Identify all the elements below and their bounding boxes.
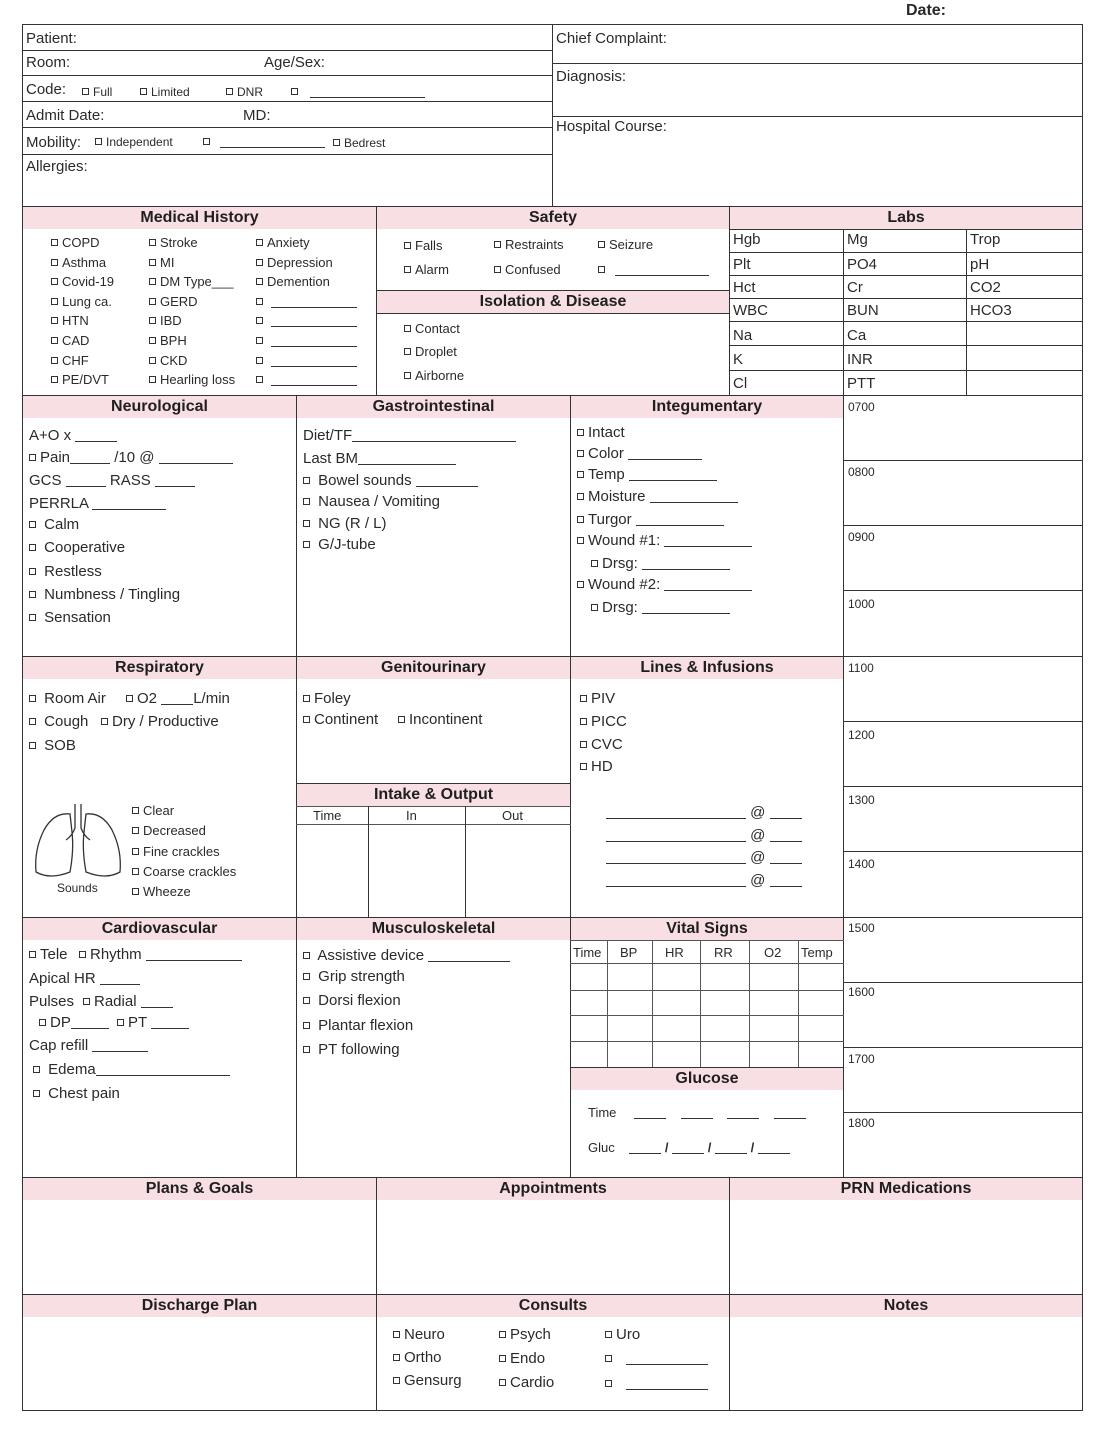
lab-cr: Cr — [847, 279, 863, 296]
neuro-numbness[interactable]: Numbness / Tingling — [29, 586, 180, 604]
mh-gerd[interactable]: GERD — [149, 293, 198, 311]
checkbox-icon — [51, 357, 58, 364]
neuro-header: Neurological — [23, 396, 296, 418]
safety-header: Safety — [377, 207, 729, 229]
checkbox-icon — [126, 695, 133, 702]
isolation-droplet[interactable]: Droplet — [404, 343, 457, 361]
checkbox-icon — [51, 298, 58, 305]
safety-falls[interactable]: Falls — [404, 237, 442, 255]
checkbox-icon — [577, 450, 584, 457]
checkbox-icon — [577, 516, 584, 523]
checkbox-icon — [404, 325, 411, 332]
checkbox-icon — [29, 614, 36, 621]
checkbox-icon — [29, 695, 36, 702]
mobility-label: Mobility: — [26, 134, 82, 151]
hour-1500: 1500 — [848, 921, 875, 935]
mh-hearing-loss[interactable]: Hearling loss — [149, 371, 235, 389]
checkbox-icon — [132, 868, 139, 875]
code-label: Code: — [26, 81, 67, 98]
integ-header: Integumentary — [571, 396, 843, 418]
checkbox-icon — [149, 337, 156, 344]
lab-mg: Mg — [847, 231, 868, 248]
mh-chf[interactable]: CHF — [51, 352, 89, 370]
checkbox-icon — [51, 376, 58, 383]
mobility-other[interactable] — [203, 133, 325, 151]
checkbox-icon — [303, 498, 310, 505]
checkbox-icon — [577, 537, 584, 544]
isolation-contact[interactable]: Contact — [404, 320, 460, 338]
lab-bun: BUN — [847, 302, 879, 319]
integ-turgor[interactable]: Turgor — [577, 511, 724, 529]
mh-dm-type[interactable]: DM Type___ — [149, 273, 233, 291]
mh-htn[interactable]: HTN — [51, 312, 89, 330]
checkbox-icon — [577, 471, 584, 478]
lab-po4: PO4 — [847, 256, 878, 273]
checkbox-icon — [51, 278, 58, 285]
code-full[interactable]: Full — [82, 83, 112, 101]
safety-confused[interactable]: Confused — [494, 261, 561, 279]
infusion-line-3: @ — [606, 849, 802, 867]
code-dnr[interactable]: DNR — [226, 83, 263, 101]
msk-grip[interactable]: Grip strength — [303, 968, 405, 986]
mh-asthma[interactable]: Asthma — [51, 254, 106, 272]
checkbox-icon — [51, 239, 58, 246]
mh-covid[interactable]: Covid-19 — [51, 273, 114, 291]
allergies-label: Allergies: — [26, 158, 88, 175]
checkbox-icon — [303, 695, 310, 702]
io-col-in: In — [406, 808, 417, 823]
mh-blank-1[interactable] — [256, 293, 357, 311]
checkbox-icon — [577, 581, 584, 588]
gu-incontinent[interactable]: Incontinent — [398, 711, 482, 729]
mh-mi[interactable]: MI — [149, 254, 174, 272]
resp-sound-fine-crackles[interactable]: Fine crackles — [132, 843, 220, 861]
lab-cl: Cl — [733, 375, 748, 392]
checkbox-icon — [398, 716, 405, 723]
checkbox-icon — [499, 1355, 506, 1362]
cardio-dp[interactable]: DP — [39, 1014, 109, 1032]
lines-picc[interactable]: PICC — [580, 713, 627, 731]
checkbox-icon — [51, 259, 58, 266]
checkbox-icon — [149, 239, 156, 246]
checkbox-icon — [132, 848, 139, 855]
lab-k: K — [733, 351, 744, 368]
checkbox-icon — [303, 520, 310, 527]
checkbox-icon — [404, 266, 411, 273]
room-label: Room: — [26, 54, 71, 71]
lab-na: Na — [733, 327, 753, 344]
lab-wbc: WBC — [733, 302, 768, 319]
infusion-line-4: @ — [606, 872, 802, 890]
resp-header: Respiratory — [23, 657, 296, 679]
io-col-out: Out — [502, 808, 523, 823]
hour-0900: 0900 — [848, 530, 875, 544]
mh-blank-2[interactable] — [256, 312, 357, 330]
checkbox-icon — [303, 973, 310, 980]
cardio-header: Cardiovascular — [23, 918, 296, 940]
checkbox-icon — [29, 544, 36, 551]
hour-1600: 1600 — [848, 985, 875, 999]
cardio-tele[interactable]: Tele — [29, 946, 68, 964]
checkbox-icon — [29, 521, 36, 528]
lines-header: Lines & Infusions — [571, 657, 843, 679]
msk-pt-following[interactable]: PT following — [303, 1041, 400, 1059]
checkbox-icon — [494, 266, 501, 273]
vitals-col-rr: RR — [714, 945, 733, 960]
checkbox-icon — [132, 827, 139, 834]
neuro-gcs-rass: GCS RASS — [29, 472, 195, 490]
hour-0800: 0800 — [848, 465, 875, 479]
checkbox-icon — [494, 241, 501, 248]
gi-diet: Diet/TF — [303, 427, 516, 445]
checkbox-icon — [499, 1379, 506, 1386]
patient-label: Patient: — [26, 30, 77, 47]
age-sex-label: Age/Sex: — [264, 54, 325, 71]
mh-bph[interactable]: BPH — [149, 332, 187, 350]
lines-hd[interactable]: HD — [580, 758, 613, 776]
mh-blank-5[interactable] — [256, 371, 357, 389]
prn-header: PRN Medications — [730, 1178, 1082, 1200]
checkbox-icon — [333, 139, 340, 146]
consult-cardio[interactable]: Cardio — [499, 1374, 554, 1392]
hour-1200: 1200 — [848, 728, 875, 742]
checkbox-icon — [303, 477, 310, 484]
checkbox-icon — [33, 1090, 40, 1097]
cardio-radial[interactable]: Radial — [83, 993, 173, 1011]
checkbox-icon — [303, 541, 310, 548]
checkbox-icon — [29, 568, 36, 575]
lab-hgb: Hgb — [733, 231, 761, 248]
checkbox-icon — [149, 317, 156, 324]
safety-other[interactable] — [598, 261, 709, 279]
hour-1700: 1700 — [848, 1052, 875, 1066]
consult-other-1[interactable] — [605, 1350, 708, 1368]
safety-restraints[interactable]: Restraints — [494, 236, 564, 254]
date-label: Date: — [906, 2, 947, 19]
vitals-col-temp: Temp — [801, 945, 833, 960]
checkbox-icon — [256, 317, 263, 324]
integ-color[interactable]: Color — [577, 445, 702, 463]
checkbox-icon — [605, 1331, 612, 1338]
lines-cvc[interactable]: CVC — [580, 736, 623, 754]
gi-header: Gastrointestinal — [297, 396, 570, 418]
checkbox-icon — [29, 454, 36, 461]
lab-co2: CO2 — [970, 279, 1001, 296]
checkbox-icon — [256, 298, 263, 305]
checkbox-icon — [303, 1046, 310, 1053]
glucose-time-row: Time — [588, 1104, 806, 1122]
msk-plantar[interactable]: Plantar flexion — [303, 1017, 413, 1035]
resp-o2[interactable]: O2 L/min — [126, 690, 230, 708]
io-col-time: Time — [313, 808, 342, 823]
admit-date-label: Admit Date: — [26, 107, 105, 124]
checkbox-icon — [256, 357, 263, 364]
isolation-header: Isolation & Disease — [377, 291, 729, 313]
checkbox-icon — [149, 259, 156, 266]
checkbox-icon — [256, 239, 263, 246]
gi-nausea[interactable]: Nausea / Vomiting — [303, 493, 440, 511]
lines-piv[interactable]: PIV — [580, 690, 615, 708]
checkbox-icon — [577, 429, 584, 436]
neuro-sensation[interactable]: Sensation — [29, 609, 111, 627]
cardio-chest-pain[interactable]: Chest pain — [33, 1085, 120, 1103]
resp-sound-wheeze[interactable]: Wheeze — [132, 883, 191, 901]
cardio-rhythm[interactable]: Rhythm — [79, 946, 242, 964]
checkbox-icon — [598, 266, 605, 273]
cardio-cap-refill: Cap refill — [29, 1037, 148, 1055]
integ-drsg-1[interactable]: Drsg: — [591, 555, 730, 573]
checkbox-icon — [591, 604, 598, 611]
cardio-pt[interactable]: PT — [117, 1014, 189, 1032]
checkbox-icon — [303, 952, 310, 959]
checkbox-icon — [256, 259, 263, 266]
vitals-header: Vital Signs — [571, 918, 843, 940]
glucose-gluc-row: Gluc / / / — [588, 1139, 790, 1157]
checkbox-icon — [256, 376, 263, 383]
consults-header: Consults — [377, 1295, 729, 1317]
chief-complaint-label: Chief Complaint: — [556, 30, 667, 47]
gu-foley[interactable]: Foley — [303, 690, 351, 708]
mh-cad[interactable]: CAD — [51, 332, 89, 350]
io-header: Intake & Output — [297, 784, 570, 806]
resp-sounds-label: Sounds — [57, 881, 98, 895]
neuro-calm[interactable]: Calm — [29, 516, 79, 534]
checkbox-icon — [29, 742, 36, 749]
mobility-bedrest[interactable]: Bedrest — [333, 134, 385, 152]
notes-header: Notes — [730, 1295, 1082, 1317]
mh-pe-dvt[interactable]: PE/DVT — [51, 371, 109, 389]
consult-endo[interactable]: Endo — [499, 1350, 545, 1368]
gu-continent[interactable]: Continent — [303, 711, 378, 729]
mobility-independent[interactable]: Independent — [95, 133, 173, 151]
consult-other-2[interactable] — [605, 1375, 708, 1393]
consult-uro[interactable]: Uro — [605, 1326, 640, 1344]
gi-last-bm: Last BM — [303, 450, 456, 468]
checkbox-icon — [29, 591, 36, 598]
checkbox-icon — [303, 997, 310, 1004]
checkbox-icon — [140, 88, 147, 95]
checkbox-icon — [591, 560, 598, 567]
checkbox-icon — [580, 741, 587, 748]
mh-ibd[interactable]: IBD — [149, 312, 182, 330]
cardio-pulses: Pulses — [29, 993, 75, 1010]
checkbox-icon — [29, 951, 36, 958]
lab-inr: INR — [847, 351, 873, 368]
checkbox-icon — [95, 138, 102, 145]
cardio-edema[interactable]: Edema — [33, 1061, 230, 1079]
mh-depression[interactable]: Depression — [256, 254, 333, 272]
gi-ng[interactable]: NG (R / L) — [303, 515, 387, 533]
vitals-col-o2: O2 — [764, 945, 782, 960]
hour-1300: 1300 — [848, 793, 875, 807]
hour-1800: 1800 — [848, 1116, 875, 1130]
vitals-col-hr: HR — [665, 945, 684, 960]
labs-header: Labs — [730, 207, 1082, 229]
mh-anxiety[interactable]: Anxiety — [256, 234, 310, 252]
checkbox-icon — [393, 1354, 400, 1361]
glucose-header: Glucose — [571, 1068, 843, 1090]
md-label: MD: — [243, 107, 271, 124]
lab-hco3: HCO3 — [970, 302, 1012, 319]
consult-psych[interactable]: Psych — [499, 1326, 551, 1344]
mh-ckd[interactable]: CKD — [149, 352, 187, 370]
safety-alarm[interactable]: Alarm — [404, 261, 449, 279]
checkbox-icon — [393, 1377, 400, 1384]
checkbox-icon — [149, 278, 156, 285]
checkbox-icon — [117, 1019, 124, 1026]
neuro-perrla: PERRLA — [29, 495, 166, 513]
integ-intact[interactable]: Intact — [577, 424, 625, 442]
checkbox-icon — [33, 1066, 40, 1073]
hour-1400: 1400 — [848, 857, 875, 871]
mh-dementia[interactable]: Demention — [256, 273, 330, 291]
lab-ptt: PTT — [847, 375, 876, 392]
checkbox-icon — [149, 376, 156, 383]
checkbox-icon — [256, 337, 263, 344]
resp-dry-productive[interactable]: Dry / Productive — [101, 713, 219, 731]
checkbox-icon — [51, 337, 58, 344]
hospital-course-label: Hospital Course: — [556, 118, 667, 135]
isolation-airborne[interactable]: Airborne — [404, 367, 464, 385]
diagnosis-label: Diagnosis: — [556, 68, 627, 85]
checkbox-icon — [39, 1019, 46, 1026]
hour-0700: 0700 — [848, 400, 875, 414]
consult-gensurg[interactable]: Gensurg — [393, 1372, 462, 1390]
integ-moisture[interactable]: Moisture — [577, 488, 738, 506]
neuro-aox: A+O x — [29, 427, 117, 445]
checkbox-icon — [393, 1331, 400, 1338]
checkbox-icon — [404, 348, 411, 355]
infusion-line-2: @ — [606, 827, 802, 845]
checkbox-icon — [226, 88, 233, 95]
vitals-col-bp: BP — [620, 945, 638, 960]
checkbox-icon — [256, 278, 263, 285]
consult-ortho[interactable]: Ortho — [393, 1349, 442, 1367]
checkbox-icon — [499, 1331, 506, 1338]
lab-hct: Hct — [733, 279, 756, 296]
checkbox-icon — [605, 1380, 612, 1387]
mh-blank-3[interactable] — [256, 332, 357, 350]
integ-drsg-2[interactable]: Drsg: — [591, 599, 730, 617]
lab-plt: Plt — [733, 256, 751, 273]
resp-room-air[interactable]: Room Air — [29, 690, 106, 708]
gi-bowel-sounds[interactable]: Bowel sounds — [303, 472, 478, 490]
medical-history-header: Medical History — [23, 207, 376, 229]
neuro-pain[interactable]: Pain /10 @ — [29, 449, 233, 467]
lab-ca: Ca — [847, 327, 867, 344]
checkbox-icon — [580, 695, 587, 702]
checkbox-icon — [303, 716, 310, 723]
checkbox-icon — [149, 357, 156, 364]
hour-1100: 1100 — [848, 661, 874, 675]
checkbox-icon — [598, 241, 605, 248]
mh-blank-4[interactable] — [256, 352, 357, 370]
mh-lung-ca[interactable]: Lung ca. — [51, 293, 112, 311]
checkbox-icon — [303, 1022, 310, 1029]
checkbox-icon — [149, 298, 156, 305]
safety-seizure[interactable]: Seizure — [598, 236, 653, 254]
discharge-header: Discharge Plan — [23, 1295, 376, 1317]
mh-stroke[interactable]: Stroke — [149, 234, 198, 252]
lungs-icon — [30, 800, 126, 884]
checkbox-icon — [580, 763, 587, 770]
checkbox-icon — [51, 317, 58, 324]
checkbox-icon — [404, 242, 411, 249]
appointments-header: Appointments — [377, 1178, 729, 1200]
resp-sound-clear[interactable]: Clear — [132, 802, 174, 820]
msk-dorsi[interactable]: Dorsi flexion — [303, 992, 401, 1010]
checkbox-icon — [404, 372, 411, 379]
checkbox-icon — [132, 807, 139, 814]
msk-header: Musculoskeletal — [297, 918, 570, 940]
checkbox-icon — [203, 138, 210, 145]
checkbox-icon — [101, 718, 108, 725]
lab-ph: pH — [970, 256, 990, 273]
checkbox-icon — [580, 718, 587, 725]
code-other[interactable] — [291, 83, 425, 101]
neuro-cooperative[interactable]: Cooperative — [29, 539, 125, 557]
integ-wound-1[interactable]: Wound #1: — [577, 532, 752, 550]
integ-wound-2[interactable]: Wound #2: — [577, 576, 752, 594]
resp-sound-decreased[interactable]: Decreased — [132, 822, 206, 840]
hour-1000: 1000 — [848, 597, 875, 611]
cardio-apical: Apical HR — [29, 970, 140, 988]
checkbox-icon — [83, 998, 90, 1005]
consult-neuro[interactable]: Neuro — [393, 1326, 445, 1344]
checkbox-icon — [29, 718, 36, 725]
checkbox-icon — [291, 88, 298, 95]
resp-cough[interactable]: Cough — [29, 713, 88, 731]
checkbox-icon — [132, 888, 139, 895]
gu-header: Genitourinary — [297, 657, 570, 679]
infusion-line-1: @ — [606, 804, 802, 822]
resp-sob[interactable]: SOB — [29, 737, 76, 755]
checkbox-icon — [79, 951, 86, 958]
gi-gj-tube[interactable]: G/J-tube — [303, 536, 376, 554]
integ-temp[interactable]: Temp — [577, 466, 717, 484]
lab-trop: Trop — [970, 231, 1001, 248]
plans-header: Plans & Goals — [23, 1178, 376, 1200]
resp-sound-coarse-crackles[interactable]: Coarse crackles — [132, 863, 236, 881]
neuro-restless[interactable]: Restless — [29, 563, 102, 581]
code-limited[interactable]: Limited — [140, 83, 190, 101]
checkbox-icon — [577, 493, 584, 500]
vitals-col-time: Time — [573, 945, 602, 960]
msk-assistive[interactable]: Assistive device — [303, 947, 510, 965]
mh-copd[interactable]: COPD — [51, 234, 100, 252]
checkbox-icon — [605, 1355, 612, 1362]
checkbox-icon — [82, 88, 89, 95]
